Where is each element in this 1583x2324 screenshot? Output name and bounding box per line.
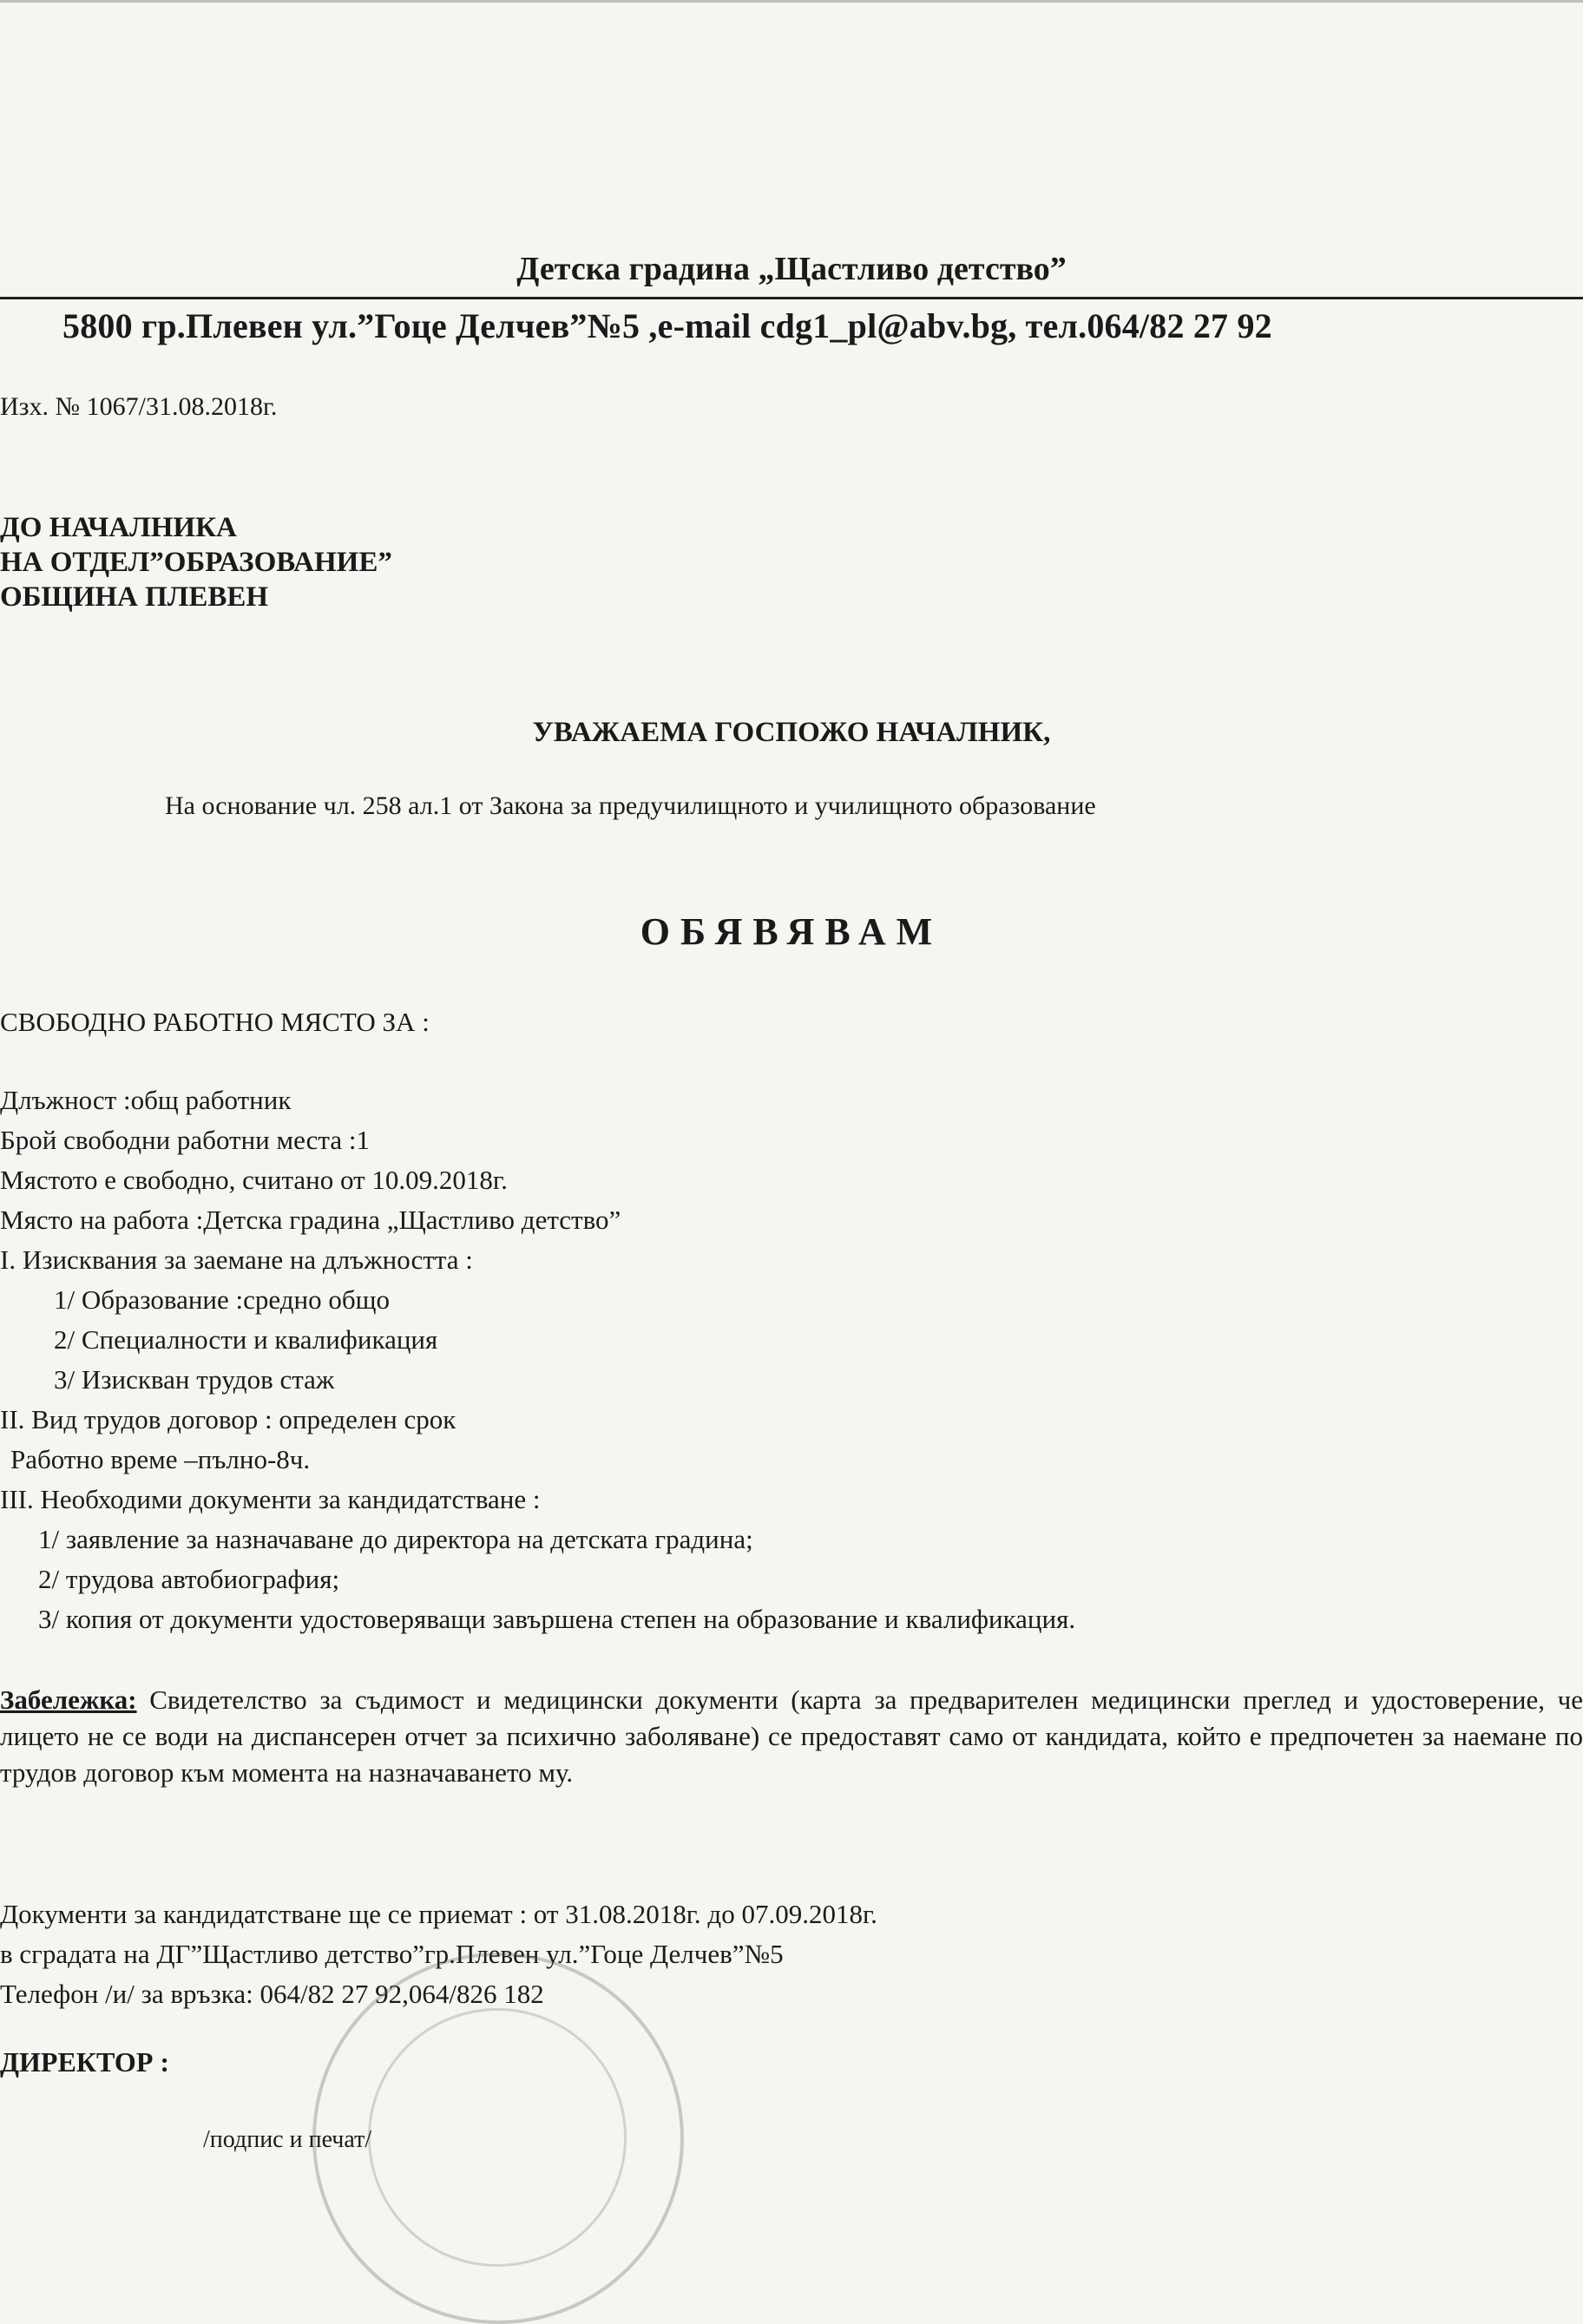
requirement-item: 3/ Изискван трудов стаж	[54, 1364, 335, 1395]
submission-line: Документи за кандидатстване ще се приемат : от 31.08.2018г. до 07.09.2018г.	[0, 1899, 877, 1929]
institution-address: 5800 гр.Плевен ул.”Гоце Делчев”№5 ,e-mail cdg1_pl@abv.bg, тел.064/82 27 92	[62, 306, 1272, 345]
work-time: Работно време –пълно-8ч.	[10, 1444, 311, 1474]
vacancy-heading: СВОБОДНО РАБОТНО МЯСТО ЗА :	[0, 1007, 430, 1037]
legal-basis: На основание чл. 258 ал.1 от Закона за предучилищното и училищното образование	[165, 791, 1096, 820]
addressee-line: НА ОТДЕЛ”ОБРАЗОВАНИЕ”	[0, 547, 392, 578]
requirements-heading: I. Изисквания за заемане на длъжността :	[0, 1244, 473, 1275]
requirement-item: 2/ Специалности и квалификация	[54, 1324, 438, 1355]
contract-heading: II. Вид трудов договор : определен срок	[0, 1404, 457, 1434]
document-item: 2/ трудова автобиография;	[38, 1564, 340, 1594]
note-text: Свидетелство за съдимост и медицински документи (карта за предварителен медицински преглед и удостоверение, че лицето не се води на диспансерен отчет за психично заболяване) се предоставят само от кандидата, който е предпочетен за наемане по трудов договор към момента на назначаването му.	[0, 1684, 1583, 1788]
addressee-line: ОБЩИНА ПЛЕВЕН	[0, 581, 269, 613]
document-item: 1/ заявление за назначаване до директора на детската градина;	[38, 1524, 753, 1554]
vacancy-detail: Брой свободни работни места :1	[0, 1125, 370, 1155]
vacancy-detail: Място на работа :Детска градина „Щастливо детство”	[0, 1205, 621, 1235]
header-rule	[0, 297, 1583, 299]
signature-note: /подпис и печат/	[203, 2126, 372, 2153]
top-edge-line	[0, 0, 1583, 3]
note-label: Забележка:	[0, 1684, 137, 1715]
submission-line: Телефон /и/ за връзка: 064/82 27 92,064/826 182	[0, 1979, 544, 2009]
seal-inner-ring	[368, 2008, 627, 2267]
addressee-block	[0, 510, 392, 614]
document-item: 3/ копия от документи удостоверяващи завършена степен на образование и квалификация.	[38, 1604, 1076, 1634]
documents-heading: III. Необходими документи за кандидатстване :	[0, 1484, 541, 1514]
institution-name: Детска градина „Щастливо детство”	[516, 251, 1067, 287]
announcement-title: ОБЯВЯВАМ	[640, 910, 943, 953]
submission-line: в сградата на ДГ”Щастливо детство”гр.Плевен ул.”Гоце Делчев”№5	[0, 1939, 784, 1969]
requirement-item: 1/ Образование :средно общо	[54, 1284, 391, 1315]
director-label: ДИРЕКТОР :	[0, 2046, 170, 2078]
salutation: УВАЖАЕМА ГОСПОЖО НАЧАЛНИК,	[532, 717, 1051, 748]
addressee-line: ДО НАЧАЛНИКА	[0, 512, 237, 543]
vacancy-detail: Мястото е свободно, считано от 10.09.2018г.	[0, 1165, 508, 1195]
outgoing-number: Изх. № 1067/31.08.2018г.	[0, 392, 278, 421]
vacancy-detail: Длъжност :общ работник	[0, 1085, 292, 1115]
note-paragraph	[0, 1682, 1583, 1791]
